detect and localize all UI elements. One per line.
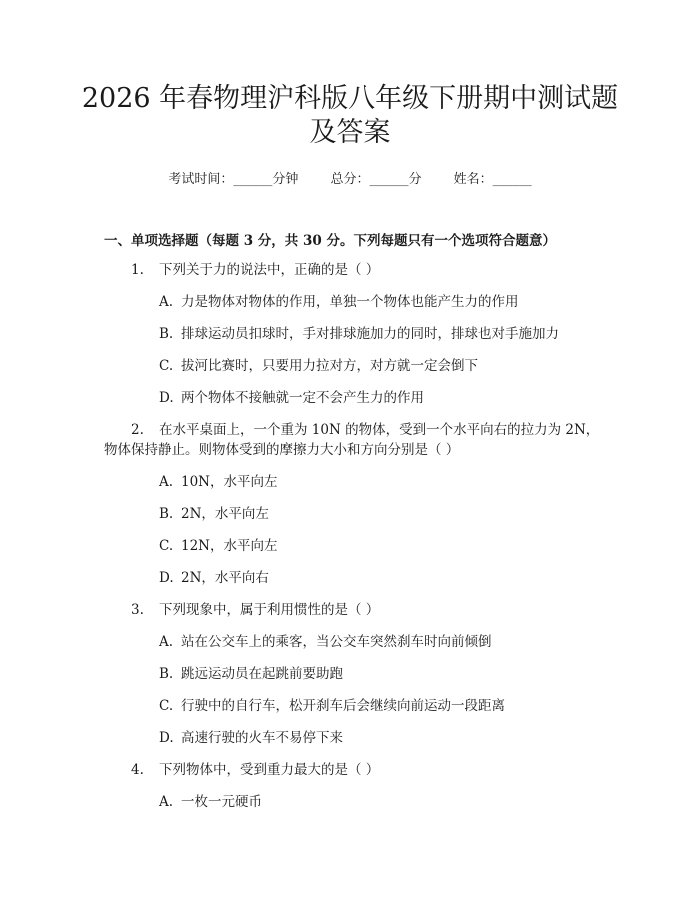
question-1-option-a: [159, 293, 519, 311]
exam-meta: [0, 168, 700, 187]
question-4-option-a: [159, 793, 262, 811]
question-text: 在水平桌面上，一个重为 10N 的物体，受到一个水平向右的拉力为 2N，: [159, 422, 600, 438]
option-label: A.: [159, 634, 174, 650]
question-1-option-c: [159, 357, 478, 375]
question-3-option-d: [159, 729, 343, 747]
question-4: [131, 761, 379, 779]
question-text: 下列物体中，受到重力最大的是（ ）: [159, 762, 380, 778]
option-text: 行驶中的自行车，松开刹车后会继续向前运动一段距离: [181, 698, 505, 714]
question-2-option-d: [159, 569, 269, 587]
question-2-option-a: [159, 473, 278, 491]
option-label: D.: [159, 390, 174, 406]
question-number: 1.: [131, 262, 144, 278]
option-label: A.: [159, 294, 174, 310]
exam-time-field: 考试时间：______分钟: [168, 172, 299, 187]
option-text: 一枚一元硬币: [181, 794, 262, 810]
section-title-single-choice: 一、单项选择题（每题 3 分，共 30 分。下列每题只有一个选项符合题意）: [104, 233, 556, 249]
question-1-option-d: [159, 389, 424, 407]
option-text: 2N，水平向右: [181, 570, 269, 586]
question-1: [131, 261, 379, 279]
question-text: 下列现象中，属于利用惯性的是（ ）: [159, 602, 380, 618]
option-text: 排球运动员扣球时，手对排球施加力的同时，排球也对手施加力: [181, 326, 559, 342]
question-2-option-c: [159, 537, 278, 555]
exam-title-line1: 2026 年春物理沪科版八年级下册期中测试题: [81, 83, 619, 114]
option-text: 12N，水平向左: [181, 538, 278, 554]
option-label: B.: [159, 666, 174, 682]
option-text: 站在公交车上的乘客，当公交车突然刹车时向前倾倒: [181, 634, 492, 650]
option-label: C.: [159, 698, 174, 714]
question-3: [131, 601, 379, 619]
option-label: D.: [159, 730, 174, 746]
option-text: 两个物体不接触就一定不会产生力的作用: [181, 390, 424, 406]
option-label: A.: [159, 474, 174, 490]
option-text: 高速行驶的火车不易停下来: [181, 730, 343, 746]
question-number: 3.: [131, 602, 144, 618]
question-2: [131, 421, 599, 439]
question-2-option-b: [159, 505, 269, 523]
question-number: 4.: [131, 762, 144, 778]
option-label: C.: [159, 538, 174, 554]
option-label: A.: [159, 794, 174, 810]
question-number: 2.: [131, 422, 144, 438]
question-2-continued: 物体保持静止。则物体受到的摩擦力大小和方向分别是（ ）: [104, 442, 460, 458]
option-label: B.: [159, 506, 174, 522]
option-text: 拔河比赛时，只要用力拉对方，对方就一定会倒下: [181, 358, 478, 374]
option-text: 2N，水平向左: [181, 506, 269, 522]
question-3-option-c: [159, 697, 505, 715]
question-1-option-b: [159, 325, 559, 343]
option-text: 力是物体对物体的作用，单独一个物体也能产生力的作用: [181, 294, 519, 310]
option-text: 跳远运动员在起跳前要助跑: [181, 666, 343, 682]
total-score-field: 总分：______分: [330, 172, 422, 187]
question-3-option-a: [159, 633, 492, 651]
question-3-option-b: [159, 665, 343, 683]
option-label: B.: [159, 326, 174, 342]
option-label: D.: [159, 570, 174, 586]
question-text: 下列关于力的说法中，正确的是（ ）: [159, 262, 380, 278]
exam-title-line2: 及答案: [309, 117, 391, 148]
option-label: C.: [159, 358, 174, 374]
student-name-field: 姓名：______: [453, 172, 532, 187]
option-text: 10N，水平向左: [181, 474, 278, 490]
